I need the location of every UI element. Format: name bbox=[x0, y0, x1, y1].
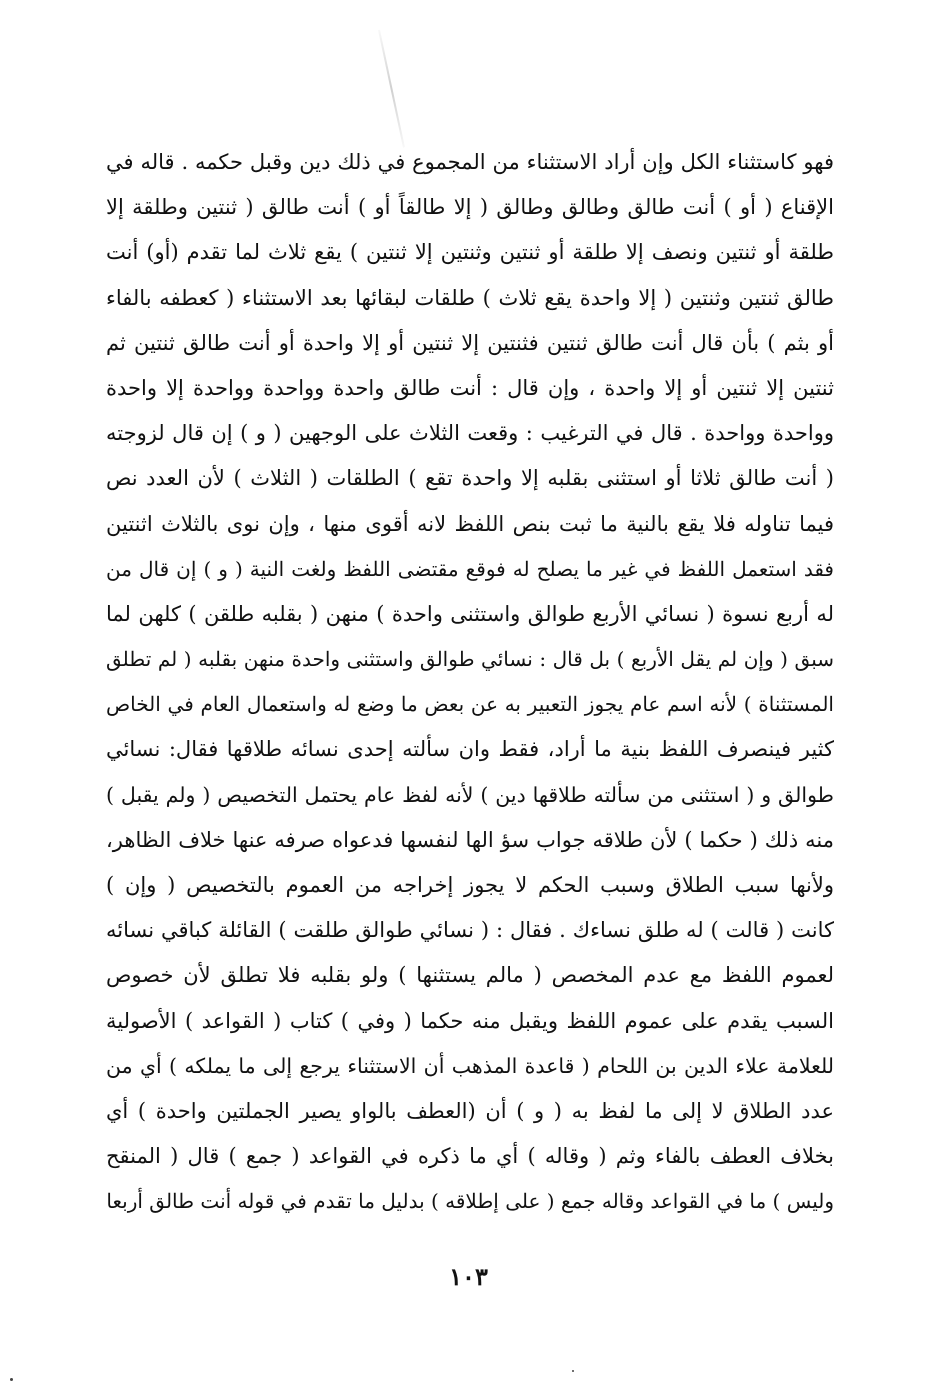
text-line: عدد الطلاق لا إلى ما لفظ به ( و ) أن (العطف بالواو يصير الجملتين واحدة ) أي bbox=[106, 1098, 834, 1123]
text-line: المستثناة ) لأنه اسم عام يجوز التعبير به عن بعض ما وضع له واستعمال العام في الخاص bbox=[106, 692, 834, 717]
text-line: كثير فينصرف اللفظ بنية ما أراد، فقط وان سألته إحدى نسائه طلاقها فقال: نسائي bbox=[106, 737, 834, 762]
text-line: طلقة أو ثنتين ونصف إلا طلقة أو ثنتين وثنتين إلا ثنتين ) يقع ثلاث لما تقدم (أو) أنت bbox=[106, 240, 834, 265]
scan-speck bbox=[10, 1378, 13, 1381]
scan-streak-artifact bbox=[378, 30, 405, 148]
text-line: وواحدة وواحدة . قال في الترغيب : وقعت الثلاث على الوجهين ( و ) إن قال لزوجته bbox=[106, 421, 834, 446]
text-line: طالق ثنتين وثنتين ( إلا واحدة يقع ثلاث ) طلقات لبقائها بعد الاستثناء ( كعطفه بالفاء bbox=[106, 285, 834, 310]
text-line: كانت ( قالت ) له طلق نساءك . فقال : ( نسائي طوالق طلقت ) القائلة كباقي نسائه bbox=[106, 918, 834, 943]
text-line: ( أنت طالق ثلاثا أو استثنى بقلبه إلا واحدة تقع ) الطلقات ( الثلاث ) لأن العدد نص bbox=[106, 466, 834, 491]
body-text bbox=[106, 140, 834, 1225]
text-line: فهو كاستثناء الكل وإن أراد الاستثناء من المجموع في ذلك دين وقبل حكمه . قاله في bbox=[106, 150, 834, 174]
text-line: منه ذلك ( حكما ) لأن طلاقه جواب سؤ الها لنفسها فدعواه صرفه عنها خلاف الظاهر، bbox=[106, 827, 834, 852]
text-line: أو بثم ) بأن قال أنت طالق ثنتين فثنتين إلا ثنتين أو إلا واحدة أو أنت طالق ثنتين ثم bbox=[106, 330, 834, 355]
scan-speck bbox=[572, 1370, 574, 1372]
page-number: ١٠٣ bbox=[449, 1262, 488, 1291]
text-line: بخلاف العطف بالفاء وثم ( وقاله ) أي ما ذكره في القواعد ( جمع ) قال ( المنقح bbox=[106, 1144, 834, 1169]
text-line: له أربع نسوة ( نسائي الأربع طوالق واستثنى واحدة ) منهن ( بقلبه طلقن ) كلهن لما bbox=[106, 601, 834, 626]
text-line: الإقناع ( أو ) أنت طالق وطالق وطالق ( إلا طالقاً أو ) أنت طالق ( ثنتين وطلقة إلا bbox=[106, 195, 834, 220]
text-line: للعلامة علاء الدين بن اللحام ( قاعدة المذهب أن الاستثناء يرجع إلى ما يملكه ) أي من bbox=[106, 1053, 834, 1078]
text-line: سبق ( وإن لم يقل الأربع ) بل قال : نسائي طوالق واستثنى واحدة منهن بقلبه ( لم تطلق bbox=[106, 647, 834, 672]
text-line: وليس ) ما في القواعد وقاله جمع ( على إطلاقه ) بدليل ما تقدم في قوله أنت طالق أربعا bbox=[106, 1189, 834, 1214]
text-line: لعموم اللفظ مع عدم المخصص ( مالم يستثنها ) ولو بقلبه فلا تطلق لأن خصوص bbox=[106, 963, 834, 988]
text-line: فيما تناوله فلا يقع بالنية ما ثبت بنص اللفظ لانه أقوى منها ، وإن نوى بالثلاث اثنتين bbox=[106, 511, 834, 536]
text-line: فقد استعمل اللفظ في غير ما يصلح له فوقع مقتضى اللفظ ولغت النية ( و ) إن قال من bbox=[106, 556, 834, 581]
text-line: ولأنها سبب الطلاق وسبب الحكم لا يجوز إخراجه من العموم بالتخصيص ( وإن ) bbox=[106, 873, 834, 897]
text-line: ثنتين إلا ثنتين أو إلا واحدة ، وإن قال : أنت طالق واحدة وواحدة وواحدة إلا واحدة bbox=[106, 375, 834, 400]
text-line: طوالق و ( استثنى من سألته طلاقها دين ) لأنه لفظ عام يحتمل التخصيص ( ولم يقبل ) bbox=[106, 782, 834, 807]
text-line: السبب يقدم على عموم اللفظ ويقبل منه حكما ( وفي ) كتاب ( القواعد ) الأصولية bbox=[106, 1008, 834, 1033]
